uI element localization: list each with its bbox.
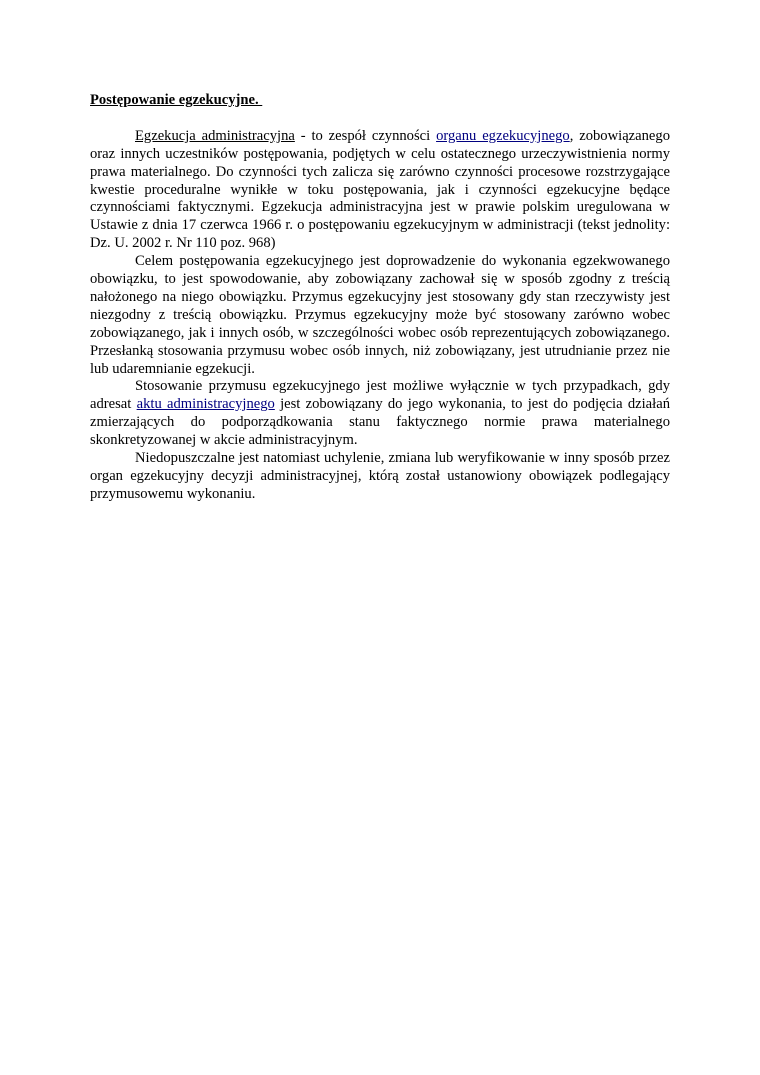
document-title: Postępowanie egzekucyjne. — [90, 92, 263, 108]
paragraph-1-text-b: , zobowiązanego oraz innych uczestników postępowania, podjętych w celu ostatecznego urzeczywistnienia normy prawa materialnego. Do czynności tych zalicza się zarówno czynności procesowe rozstrzygające kwestie proceduralne wynikłe w toku postępowania, jak i czynności egzekucyjne będące czynnościami faktycznymi. Egzekucja administracyjna jest w prawie polskim uregulowana w Ustawie z dnia 17 czerwca 1966 r. o postępowaniu egzekucyjnym w administracji (tekst jednolity: Dz. U. 2002 r. Nr 110 poz. 968) — [90, 127, 671, 252]
paragraph-4: Niedopuszczalne jest natomiast uchylenie, zmiana lub weryfikowanie w inny sposób przez organ egzekucyjny decyzji administracyjnej, którą został ustanowiony obowiązek podlegający przymusowemu wykonaniu. — [90, 450, 670, 502]
paragraph-3 — [90, 378, 670, 450]
link-organ-egzekucyjny[interactable]: organu egzekucyjnego — [436, 127, 570, 144]
paragraph-1 — [90, 128, 670, 253]
paragraph-3-text-b: jest zobowiązany do jego wykonania, to jest do podjęcia działań zmierzających do podporządkowania stanu faktycznego normie prawa materialnego skonkretyzowanej w akcie administracyjnym. — [90, 396, 670, 449]
paragraph-3-text-a: Stosowanie przymusu egzekucyjnego jest możliwe wyłącznie w tych przypadkach, gdy adresat — [90, 378, 670, 413]
link-akt-administracyjny[interactable]: aktu administracyjnego — [136, 396, 275, 413]
paragraph-1-text-a: - to zespół czynności — [294, 127, 437, 144]
document-page — [90, 92, 670, 504]
term-egzekucja-administracyjna: Egzekucja administracyjna — [135, 127, 295, 144]
paragraph-2: Celem postępowania egzekucyjnego jest doprowadzenie do wykonania egzekwowanego obowiązku, to jest spowodowanie, aby zobowiązany zachował się w sposób zgodny z treścią nałożonego na niego obowiązku. Przymus egzekucyjny jest stosowany gdy stan rzeczywisty jest niezgodny z treścią obowiązku. Przymus egzekucyjny może być stosowany zarówno wobec zobowiązanego, jak i innych osób, w szczególności wobec osób reprezentujących zobowiązanego. Przesłanką stosowania przymusu wobec osób innych, niż zobowiązany, jest utrudnianie przez nie lub udaremnianie egzekucji. — [90, 253, 670, 377]
